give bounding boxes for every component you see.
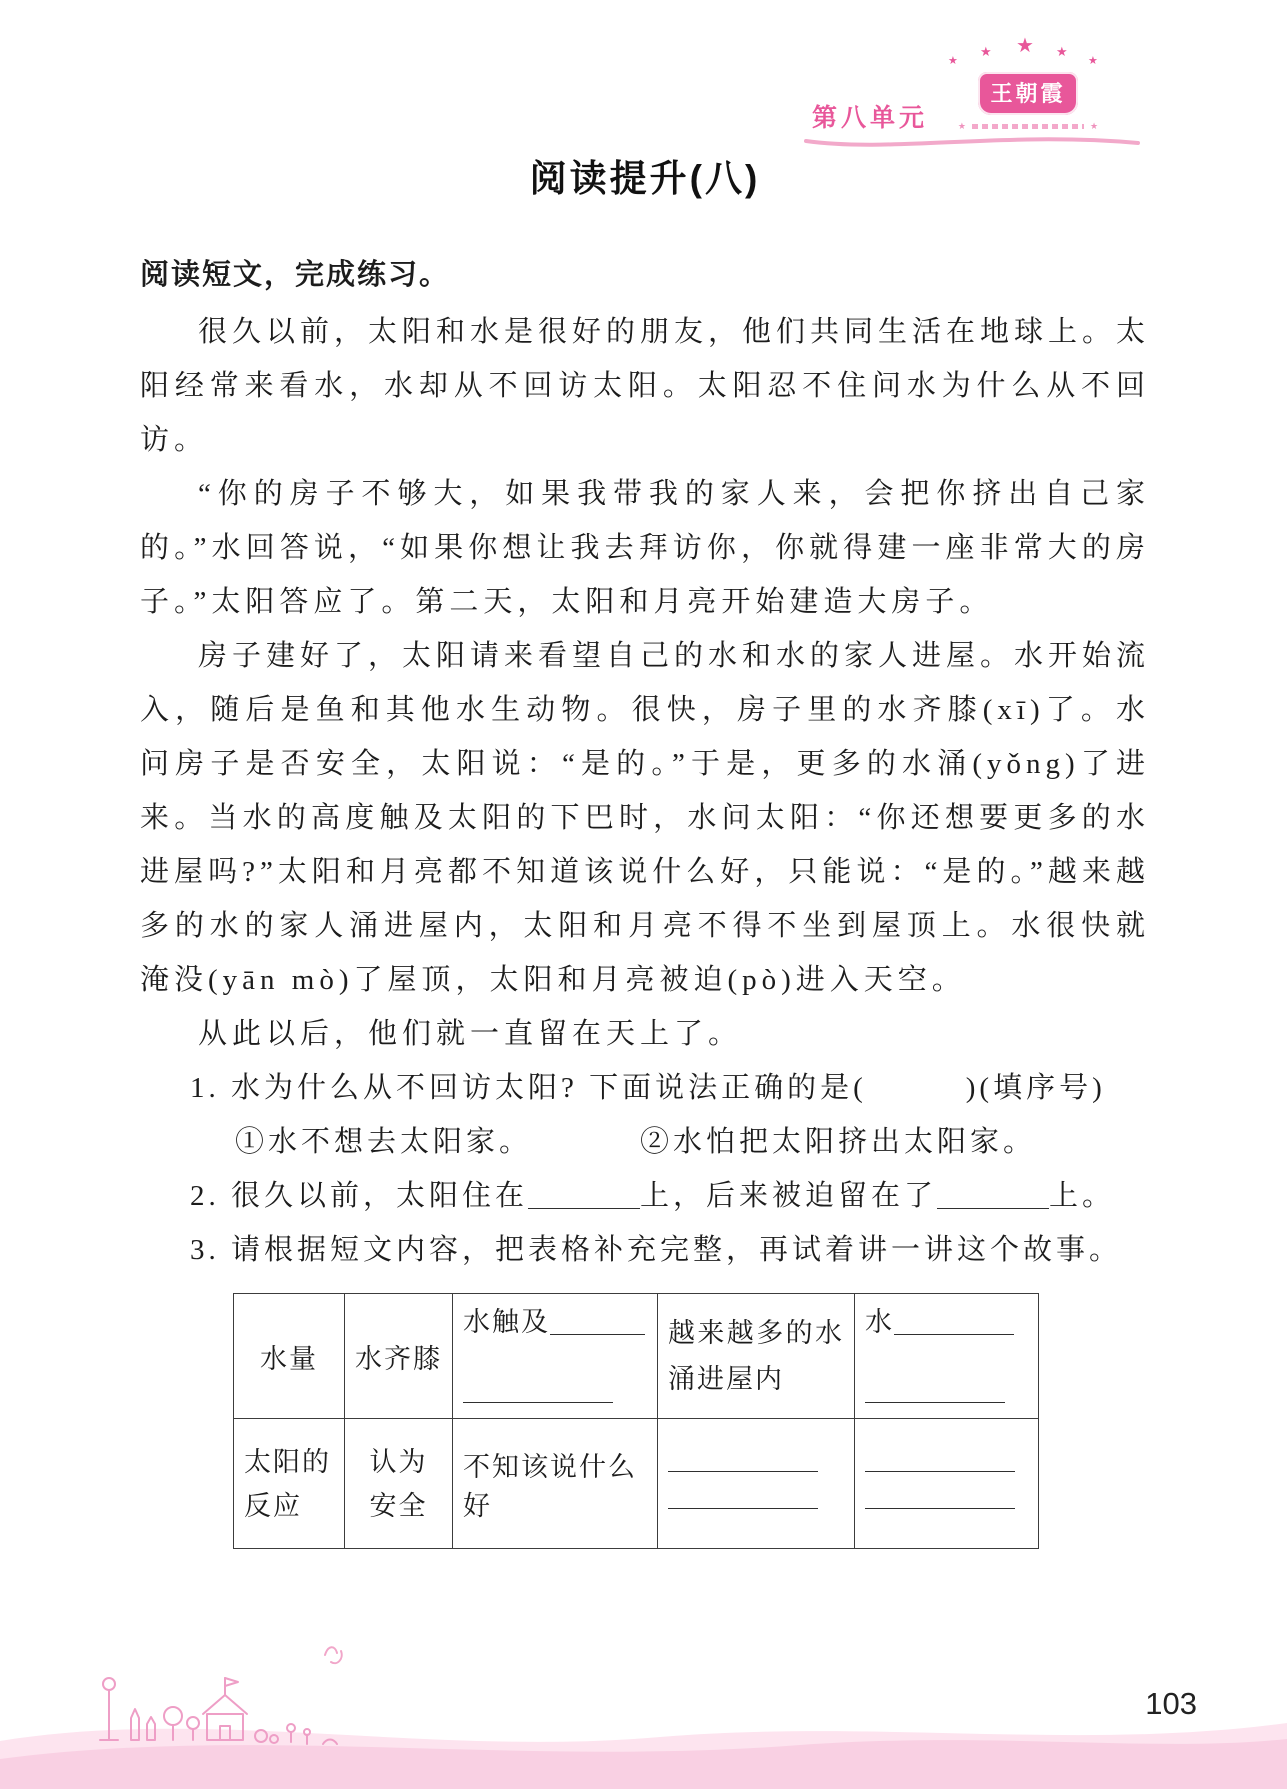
page-title: 阅读提升(八)	[529, 158, 761, 199]
question-2	[140, 1169, 1150, 1223]
sparkle-doodle-icon	[322, 1642, 348, 1668]
table-cell-thinks-safe: 认为安全	[345, 1419, 453, 1549]
instruction: 阅读短文，完成练习。	[140, 259, 451, 291]
unit-swoosh-icon	[802, 128, 1142, 154]
footer-doodles-icon	[95, 1668, 365, 1753]
story-paragraph: 从此以后，他们就一直留在天上了。	[198, 1018, 743, 1050]
unit-label: 第八单元	[812, 104, 929, 132]
question-1: 1. 水为什么从不回访太阳? 下面说法正确的是( )(填序号)	[190, 1072, 1106, 1104]
table-row	[234, 1294, 1039, 1419]
q2-blank-2	[937, 1198, 1049, 1209]
story-paragraph: 很久以前，太阳和水是很好的朋友，他们共同生活在地球上。太阳经常来看水，水却从不回访太阳。太阳忍不住问水为什么从不回访。	[140, 316, 1151, 456]
option-2: ②水怕把太阳挤出太阳家。	[640, 1126, 1037, 1158]
star-icon: ★	[980, 44, 992, 59]
table-cell-water-amount: 水量	[234, 1294, 345, 1419]
story-paragraph: “你的房子不够大，如果我带我的家人来，会把你挤出自己家的。”水回答说，“如果你想让我去拜访你，你就得建一座非常大的房子。”太阳答应了。第二天，太阳和月亮开始建造大房子。	[140, 478, 1150, 618]
questions	[140, 1061, 1150, 1277]
option-1: ①水不想去太阳家。	[235, 1126, 533, 1158]
story-table	[233, 1293, 1039, 1549]
blank-line	[865, 1498, 1015, 1509]
table-cell-more-water: 越来越多的水涌进屋内	[658, 1294, 855, 1419]
table-cell-water-touches: 水触及	[453, 1294, 658, 1419]
brand-logo	[928, 36, 1128, 131]
blank-line	[463, 1392, 613, 1403]
star-icon: ★	[957, 121, 966, 131]
page-number: 103	[1145, 1686, 1197, 1721]
table-cell-knee-deep: 水齐膝	[345, 1294, 453, 1419]
star-icon: ★	[1088, 55, 1098, 67]
question-1-options	[140, 1115, 1150, 1169]
question-2-text: 上，后来被迫留在了	[640, 1180, 938, 1212]
blank-line	[894, 1324, 1014, 1335]
blank-line	[668, 1498, 818, 1509]
story-paragraph: 房子建好了，太阳请来看望自己的水和水的家人进屋。水开始流入，随后是鱼和其他水生动物。很快，房子里的水齐膝(xī)了。水问房子是否安全，太阳说：“是的。”于是，更多的水涌(yǒng)了进来。当水的高度触及太阳的下巴时，水问太阳：“你还想要更多的水进屋吗?”太阳和月亮都不知道该说什么好，只能说：“是的。”越来越多的水的家人涌进屋内，太阳和月亮不得不坐到屋顶上。水很快就淹没(yān mò)了屋顶，太阳和月亮被迫(pò)进入天空。	[140, 640, 1151, 996]
table-cell-blank-2	[855, 1419, 1039, 1549]
question-3: 3. 请根据短文内容，把表格补充完整，再试着讲一讲这个故事。	[190, 1234, 1123, 1266]
table-row	[234, 1419, 1039, 1549]
table-cell-blank-1	[658, 1419, 855, 1549]
brand-stars-icon	[928, 36, 1128, 70]
brand-badge: 王朝霞	[978, 72, 1077, 115]
star-icon: ★	[1016, 35, 1034, 57]
blank-line	[865, 1461, 1015, 1472]
question-2-text: 2. 很久以前，太阳住在	[190, 1180, 529, 1212]
brand-subline-icon	[928, 122, 1128, 131]
star-icon: ★	[1056, 44, 1068, 59]
star-icon: ★	[948, 55, 958, 67]
brand-tiny-text-decoration	[972, 124, 1084, 129]
blank-line	[550, 1324, 645, 1335]
blank-line	[668, 1461, 818, 1472]
q2-blank-1	[528, 1198, 640, 1209]
story-passage	[140, 305, 1150, 1061]
star-icon: ★	[1090, 121, 1099, 131]
blank-line	[865, 1392, 1005, 1403]
table-cell-water-blank: 水	[855, 1294, 1039, 1419]
question-2-text: 上。	[1049, 1180, 1116, 1212]
table-cell-sun-reaction: 太阳的反应	[234, 1419, 345, 1549]
table-cell-speechless: 不知该说什么好	[453, 1419, 658, 1549]
